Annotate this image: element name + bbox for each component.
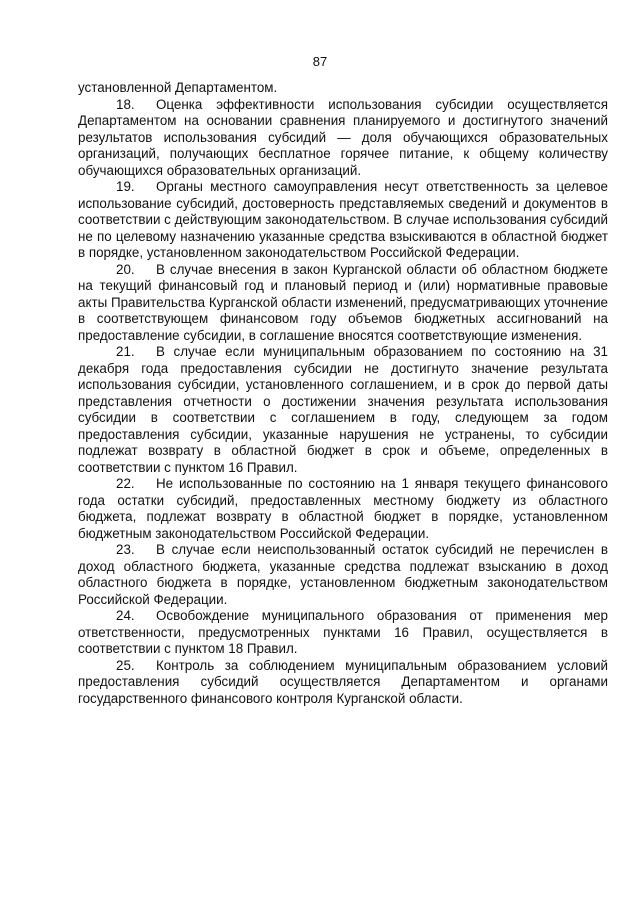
paragraph-number: 22. — [116, 476, 135, 491]
paragraph-number: 21. — [116, 344, 135, 359]
paragraph-number: 24. — [116, 608, 135, 623]
paragraph-text: Контроль за соблюдением муниципальным образованием условий предоставления субсидий осуществляется Департаментом и органами государственного финансового контроля Курганской области. — [78, 657, 608, 706]
paragraph-20 — [78, 262, 608, 345]
document-body — [78, 80, 608, 707]
paragraph-23 — [78, 542, 608, 608]
paragraph-text: Освобождение муниципального образования от применения мер ответственности, предусмотренных пунктами 16 Правил, осуществляется в соответствии с пунктом 18 Правил. — [78, 608, 608, 656]
paragraph-18 — [78, 97, 608, 180]
paragraph-number: 25. — [116, 657, 135, 673]
paragraph-text: В случае если неиспользованный остаток субсидий не перечислен в доход областного бюджета, указанные средства подлежат взысканию в доход областного бюджета в порядке, установленном бюджетным законодательством Российской Федерации. — [78, 542, 608, 607]
paragraph-text: Не использованные по состоянию на 1 января текущего финансового года остатки субсидий, предоставленных местному бюджету из областного бюджета, подлежат возврату в областной бюджет в порядке, установленном бюджетным законодательством Российской Федерации. — [78, 476, 608, 541]
paragraph-number: 18. — [116, 96, 135, 112]
paragraph-19 — [78, 179, 608, 262]
paragraph-text: Органы местного самоуправления несут ответственность за целевое использование субсидий, достоверность представляемых сведений и документов в соответствии с действующим законодательством. В случае использования субсидий не по целевому назначению указанные средства взыскиваются в областной бюджет в порядке, установленном законодательством Российской Федерации. — [78, 179, 608, 260]
paragraph-number: 20. — [116, 261, 135, 277]
paragraph-text: установленной Департаментом. — [78, 80, 278, 95]
paragraph-continuation — [78, 80, 608, 97]
paragraph-number: 23. — [116, 542, 135, 557]
paragraph-22 — [78, 476, 608, 542]
paragraph-24 — [78, 608, 608, 658]
paragraph-21 — [78, 344, 608, 476]
page-number: 87 — [312, 54, 328, 69]
paragraph-text: Оценка эффективности использования субсидии осуществляется Департаментом на основании сравнения планируемого и достигнутого значений результатов использования субсидий — доля обучающихся образовательных организаций, получающих бесплатное горячее питание, к общему количеству обучающихся образовательных организаций. — [78, 96, 608, 178]
paragraph-25 — [78, 658, 608, 708]
paragraph-number: 19. — [116, 179, 135, 194]
paragraph-text: В случае внесения в закон Курганской области об областном бюджете на текущий финансовый год и плановый период и (или) нормативные правовые акты Правительства Курганской области изменений, предусматривающих уточнение в соответствующем финансовом году объемов бюджетных ассигнований на предоставление субсидии, в соглашение вносятся соответствующие изменения. — [78, 261, 608, 343]
paragraph-text: В случае если муниципальным образованием по состоянию на 31 декабря года предоставления субсидии не достигнуто значение результата использования субсидии, установленного соглашением, и в срок до первой даты представления отчетности о достижении значения результата использования субсидии в соответствии с соглашением в году, следующем за годом предоставления субсидии, указанные нарушения не устранены, то субсидии подлежат возврату в областной бюджет в срок и объеме, определенных в соответствии с пунктом 16 Правил. — [78, 344, 608, 475]
